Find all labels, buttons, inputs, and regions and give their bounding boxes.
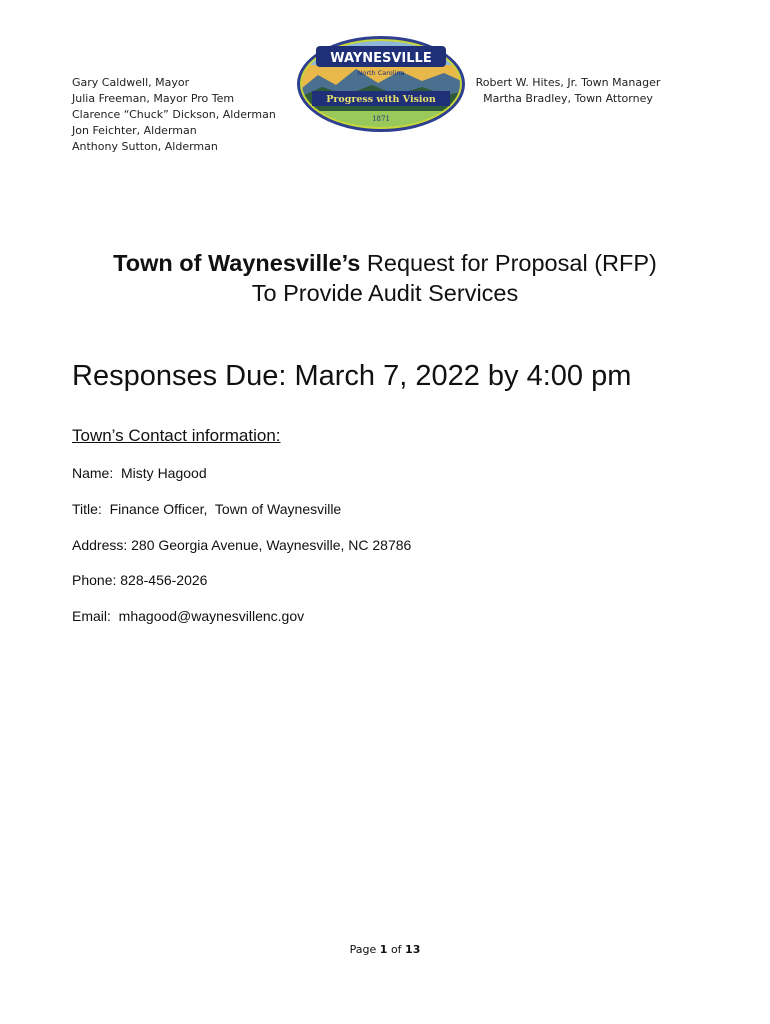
rfp-title [0,248,770,308]
seal-motto: Progress with Vision [326,94,436,105]
page-current: 1 [379,943,388,956]
contact-email: Email: mhagood@waynesvillenc.gov [72,608,305,624]
seal-state: North Carolina [357,69,405,77]
official-mayor: Gary Caldwell, Mayor [72,76,190,89]
page-number [0,943,770,956]
of-label: of [390,943,402,956]
seal-year: 1871 [372,115,390,123]
official-town-manager: Robert W. Hites, Jr. Town Manager [475,76,661,89]
responses-due-heading: Responses Due: March 7, 2022 by 4:00 pm [72,360,632,392]
waynesville-seal-logo [296,35,466,133]
rfp-title-line-1 [0,248,770,278]
contact-name: Name: Misty Hagood [72,465,207,481]
page-label: Page [349,943,377,956]
contact-title: Title: Finance Officer, Town of Waynesville [72,501,342,517]
seal-town-name: WAYNESVILLE [330,51,432,66]
council-members-list [72,75,276,155]
contact-address: Address: 280 Georgia Avenue, Waynesville, NC 28786 [72,537,412,553]
rfp-title-request: Request for Proposal (RFP) [360,250,657,276]
rfp-title-town: Town of Waynesville’s [113,250,361,276]
page-total: 13 [405,943,421,956]
rfp-title-line-2: To Provide Audit Services [251,280,519,306]
official-mayor-pro-tem: Julia Freeman, Mayor Pro Tem [72,92,235,105]
contact-info-heading: Town’s Contact information: [72,426,281,445]
official-alderman-dickson: Clarence “Chuck” Dickson, Alderman [72,108,276,121]
official-alderman-feichter: Jon Feichter, Alderman [72,124,197,137]
contact-phone: Phone: 828-456-2026 [72,572,208,588]
official-town-attorney: Martha Bradley, Town Attorney [483,92,653,105]
official-alderman-sutton: Anthony Sutton, Alderman [72,140,218,153]
staff-list [468,75,668,107]
